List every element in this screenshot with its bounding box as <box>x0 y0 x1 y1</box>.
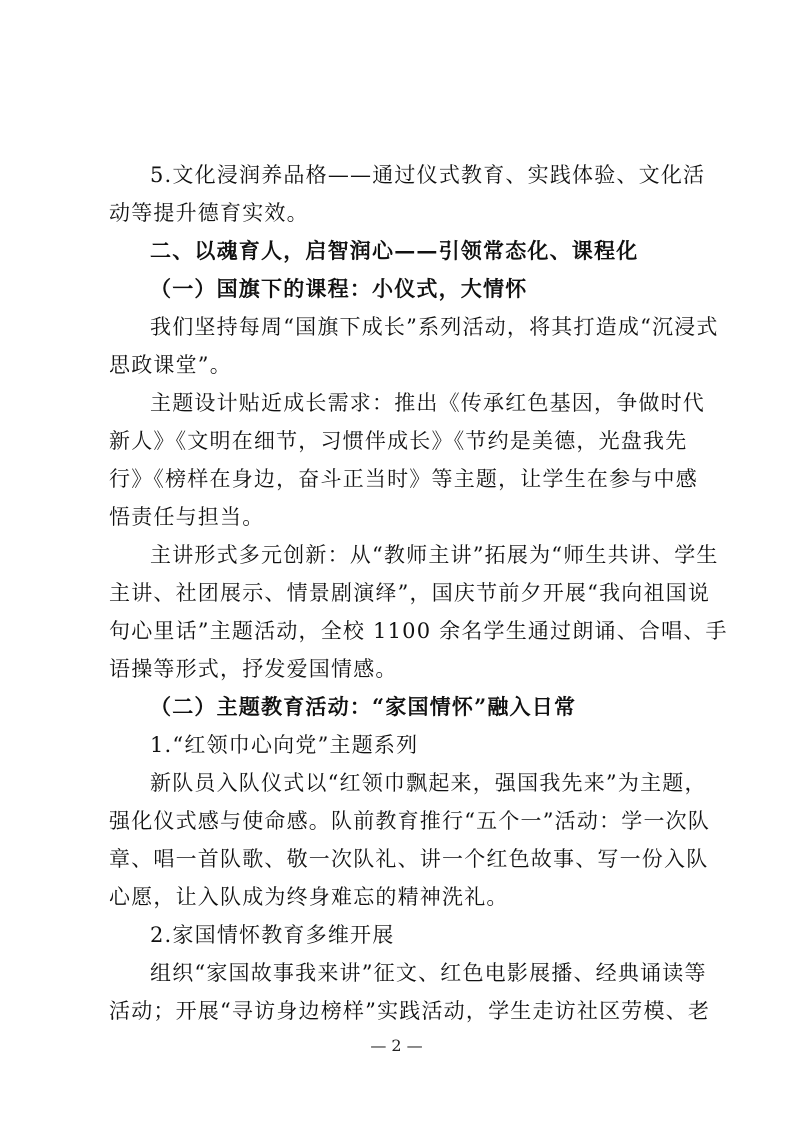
paragraph-line: 语操等形式，抒发爱国情感。 <box>109 657 398 681</box>
paragraph-line: 主讲形式多元创新：从“教师主讲”拓展为“师生共讲、学生 <box>150 543 719 567</box>
subsection-heading: （一）国旗下的课程：小仪式，大情怀 <box>150 276 528 301</box>
paragraph-line: 强化仪式感与使命感。队前教育推行“五个一”活动：学一次队 <box>109 809 711 833</box>
paragraph-line: 我们坚持每周“国旗下成长”系列活动，将其打造成“沉浸式 <box>150 315 719 339</box>
paragraph-line: 5.文化浸润养品格——通过仪式教育、实践体验、文化活 <box>150 163 706 187</box>
paragraph-line: 新人》《文明在细节，习惯伴成长》《节约是美德，光盘我先 <box>109 429 688 453</box>
item-heading: 1.“红领巾心向党”主题系列 <box>150 733 419 757</box>
paragraph-line: 动等提升德育实效。 <box>109 201 309 225</box>
item-heading: 2.家国情怀教育多维开展 <box>150 923 395 947</box>
page-number: — 2 — <box>370 1036 423 1055</box>
paragraph-line: 组织“家国故事我来讲”征文、红色电影展播、经典诵读等 <box>150 961 707 985</box>
section-heading: 二、以魂育人，启智润心——引领常态化、课程化 <box>150 238 639 263</box>
paragraph-line: 主讲、社团展示、情景剧演绎”，国庆节前夕开展“我向祖国说 <box>109 581 711 605</box>
paragraph-line: 句心里话”主题活动，全校 1100 余名学生通过朗诵、合唱、手 <box>109 619 728 643</box>
paragraph-line: 活动；开展“寻访身边榜样”实践活动，学生走访社区劳模、老 <box>109 999 711 1023</box>
subsection-heading: （二）主题教育活动：“家国情怀”融入日常 <box>150 694 577 719</box>
paragraph-line: 新队员入队仪式以“红领巾飘起来，强国我先来”为主题， <box>150 771 707 795</box>
paragraph-line: 思政课堂”。 <box>109 353 232 377</box>
paragraph-line: 行》《榜样在身边，奋斗正当时》等主题，让学生在参与中感 <box>109 467 698 491</box>
paragraph-line: 悟责任与担当。 <box>109 505 265 529</box>
paragraph-line: 章、唱一首队歌、敬一次队礼、讲一个红色故事、写一份入队 <box>109 847 709 871</box>
paragraph-line: 心愿，让入队成为终身难忘的精神洗礼。 <box>109 885 509 909</box>
paragraph-line: 主题设计贴近成长需求：推出《传承红色基因，争做时代 <box>150 391 705 415</box>
